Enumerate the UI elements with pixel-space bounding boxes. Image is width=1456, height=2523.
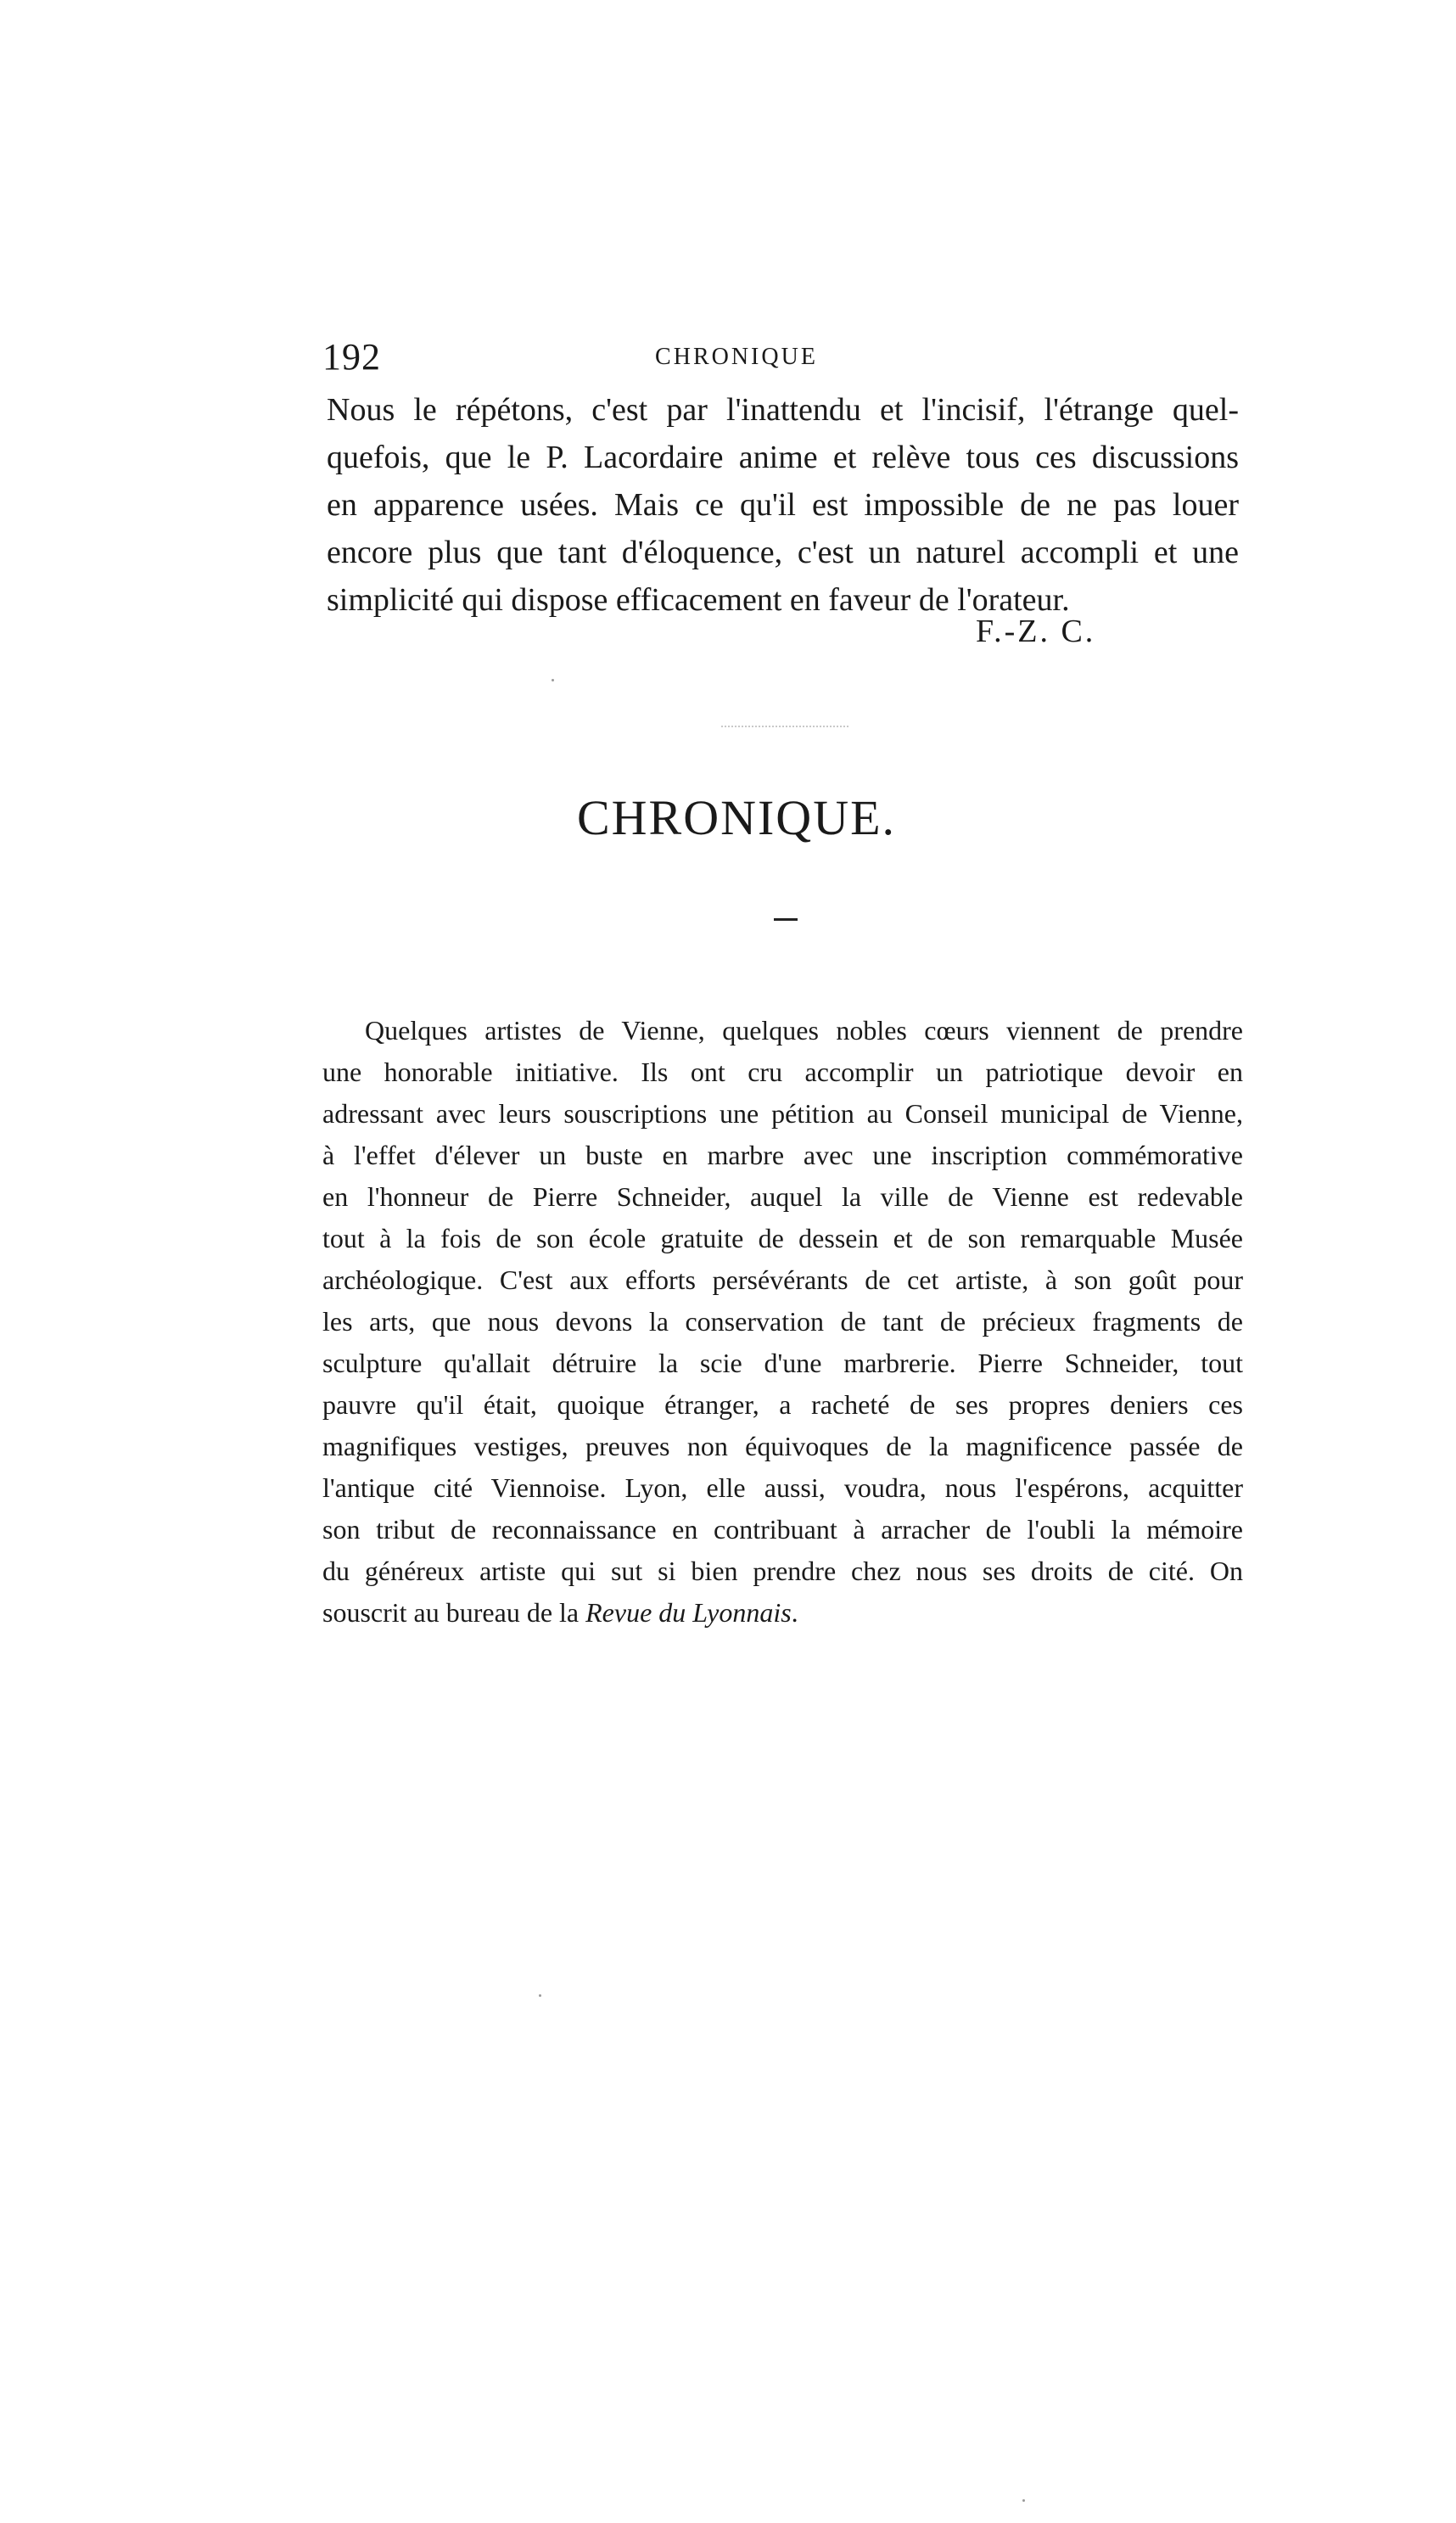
text-line: magnifiques vestiges, preuves non équivoques de la magnificence passée de [322,1431,1243,1461]
page-number: 192 [322,336,381,378]
text-line: Quelques artistes de Vienne, quelques nobles cœurs viennent de prendre [365,1015,1243,1046]
journal-title: Revue du Lyonnais [585,1597,792,1628]
text-line: à l'effet d'élever un buste en marbre avec une inscription commémorative [322,1140,1243,1170]
separator-dots [721,726,848,731]
text-line: une honorable initiative. Ils ont cru accomplir un patriotique devoir en [322,1057,1243,1087]
paper-speck [539,1994,541,1997]
paper-speck [1022,2499,1025,2502]
text-line: tout à la fois de son école gratuite de dessein et de son remarquable Musée [322,1223,1243,1253]
section-title: CHRONIQUE. [576,790,897,845]
text-fragment: . [791,1597,798,1628]
chronique-paragraph [322,1010,1243,1634]
text-line: les arts, que nous devons la conservation de tant de précieux fragments de [322,1306,1243,1337]
text-line: adressant avec leurs souscriptions une pétition au Conseil municipal de Vienne, [322,1098,1243,1129]
previous-article-text [327,386,1239,624]
paper-speck [552,679,554,681]
text-line: simplicité qui dispose efficacement en faveur de l'orateur. [327,582,1070,618]
text-line: l'antique cité Viennoise. Lyon, elle aussi, voudra, nous l'espérons, acquitter [322,1472,1243,1503]
text-line-final [322,1592,1243,1634]
text-line: en apparence usées. Mais ce qu'il est impossible de ne pas louer [327,487,1239,523]
text-line: du généreux artiste qui sut si bien prendre chez nous ses droits de cité. On [322,1556,1243,1586]
text-line: son tribut de reconnaissance en contribuant à arracher de l'oubli la mémoire [322,1514,1243,1545]
text-line: archéologique. C'est aux efforts persévérants de cet artiste, à son goût pour [322,1264,1243,1295]
text-line: Nous le répétons, c'est par l'inattendu et l'incisif, l'étrange quel- [327,392,1239,428]
text-line: sculpture qu'allait détruire la scie d'une marbrerie. Pierre Schneider, tout [322,1348,1243,1378]
text-fragment: souscrit au bureau de la [322,1597,586,1628]
running-head: CHRONIQUE [655,344,818,370]
text-line: en l'honneur de Pierre Schneider, auquel la ville de Vienne est redevable [322,1181,1243,1212]
title-dash-divider [774,918,798,921]
text-line: quefois, que le P. Lacordaire anime et relève tous ces discussions [327,440,1239,475]
author-signature: F.-Z. C. [976,614,1096,649]
text-line: encore plus que tant d'éloquence, c'est un naturel accompli et une [327,535,1239,570]
text-line: pauvre qu'il était, quoique étranger, a racheté de ses propres deniers ces [322,1389,1243,1420]
